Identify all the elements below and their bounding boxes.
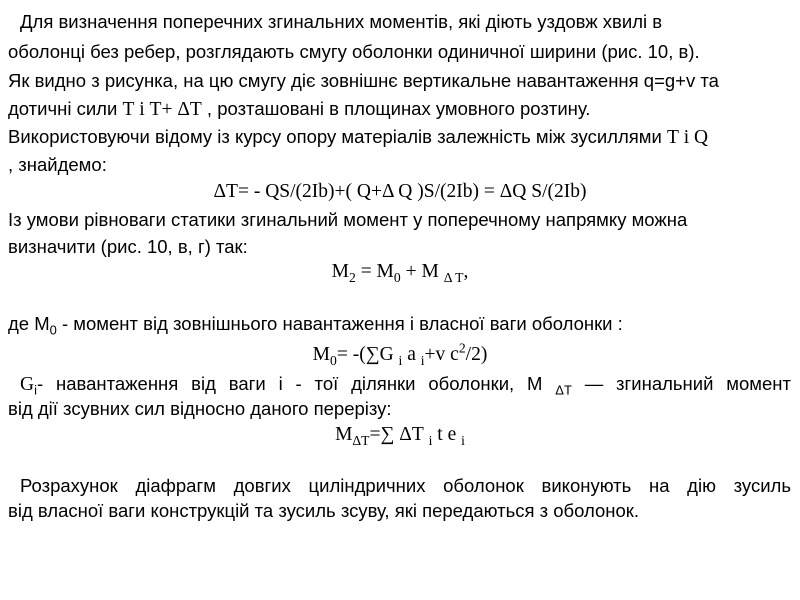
text-line: від дії зсувних сил відносно даного перерізу: (8, 398, 392, 419)
text-line: від власної ваги конструкцій та зусиль зсуву, які передаються з оболонок. (8, 500, 640, 521)
text-line: оболонці без ребер, розглядають смугу оболонки одиничної ширини (рис. 10, в). (8, 41, 700, 62)
equation-m0: $М_0= -(\sum G$ $_i$ a $_i$+v $c^2/2$) (312, 340, 488, 368)
text-line: визначити (рис. 10, в, г) так: (8, 236, 248, 257)
text-line: Як видно з рисунка, на цю смугу діє зовнішнє вертикальне навантаження q=g+v та (8, 70, 719, 91)
definition-m0: де $М_0$ - момент від зовнішнього навантаження і власної ваги оболонки : (8, 313, 623, 338)
text-line: дотичні сили Т і Т+ ΔТ , розташовані в площинах умовного розтину. (8, 98, 591, 120)
equation-mdt: $М_{\Delta Т}=\sum$ ΔТ $_i$ t e $_i$ (335, 424, 465, 448)
text-line: , знайдемо: (8, 154, 107, 175)
text-line: Використовуючи відому із курсу опору матеріалів залежність між зусиллями Т і Q (8, 126, 709, 148)
text-line: Із умови рівноваги статики згинальний момент у поперечному напрямку можна (8, 209, 688, 230)
text-line: $G_i-$ навантаження від ваги і - тої ділянки оболонки, М $_{\Delta Т}$ — згинальний момент (20, 373, 792, 398)
text-line: Розрахунок діафрагм довгих циліндричних оболонок виконують на дію зусиль (20, 475, 791, 496)
equation-m2: $М_2 = М_0 + М$ $_{\Delta Т}$, (331, 261, 469, 285)
equation-delta-t: ΔТ= - QS/(2Ib)+( Q+Δ Q )S/(2Ib) = ΔQ S/(2Ib) (213, 181, 587, 202)
text-line: Для визначення поперечних згинальних моментів, які діють уздовж хвилі в (20, 11, 663, 32)
